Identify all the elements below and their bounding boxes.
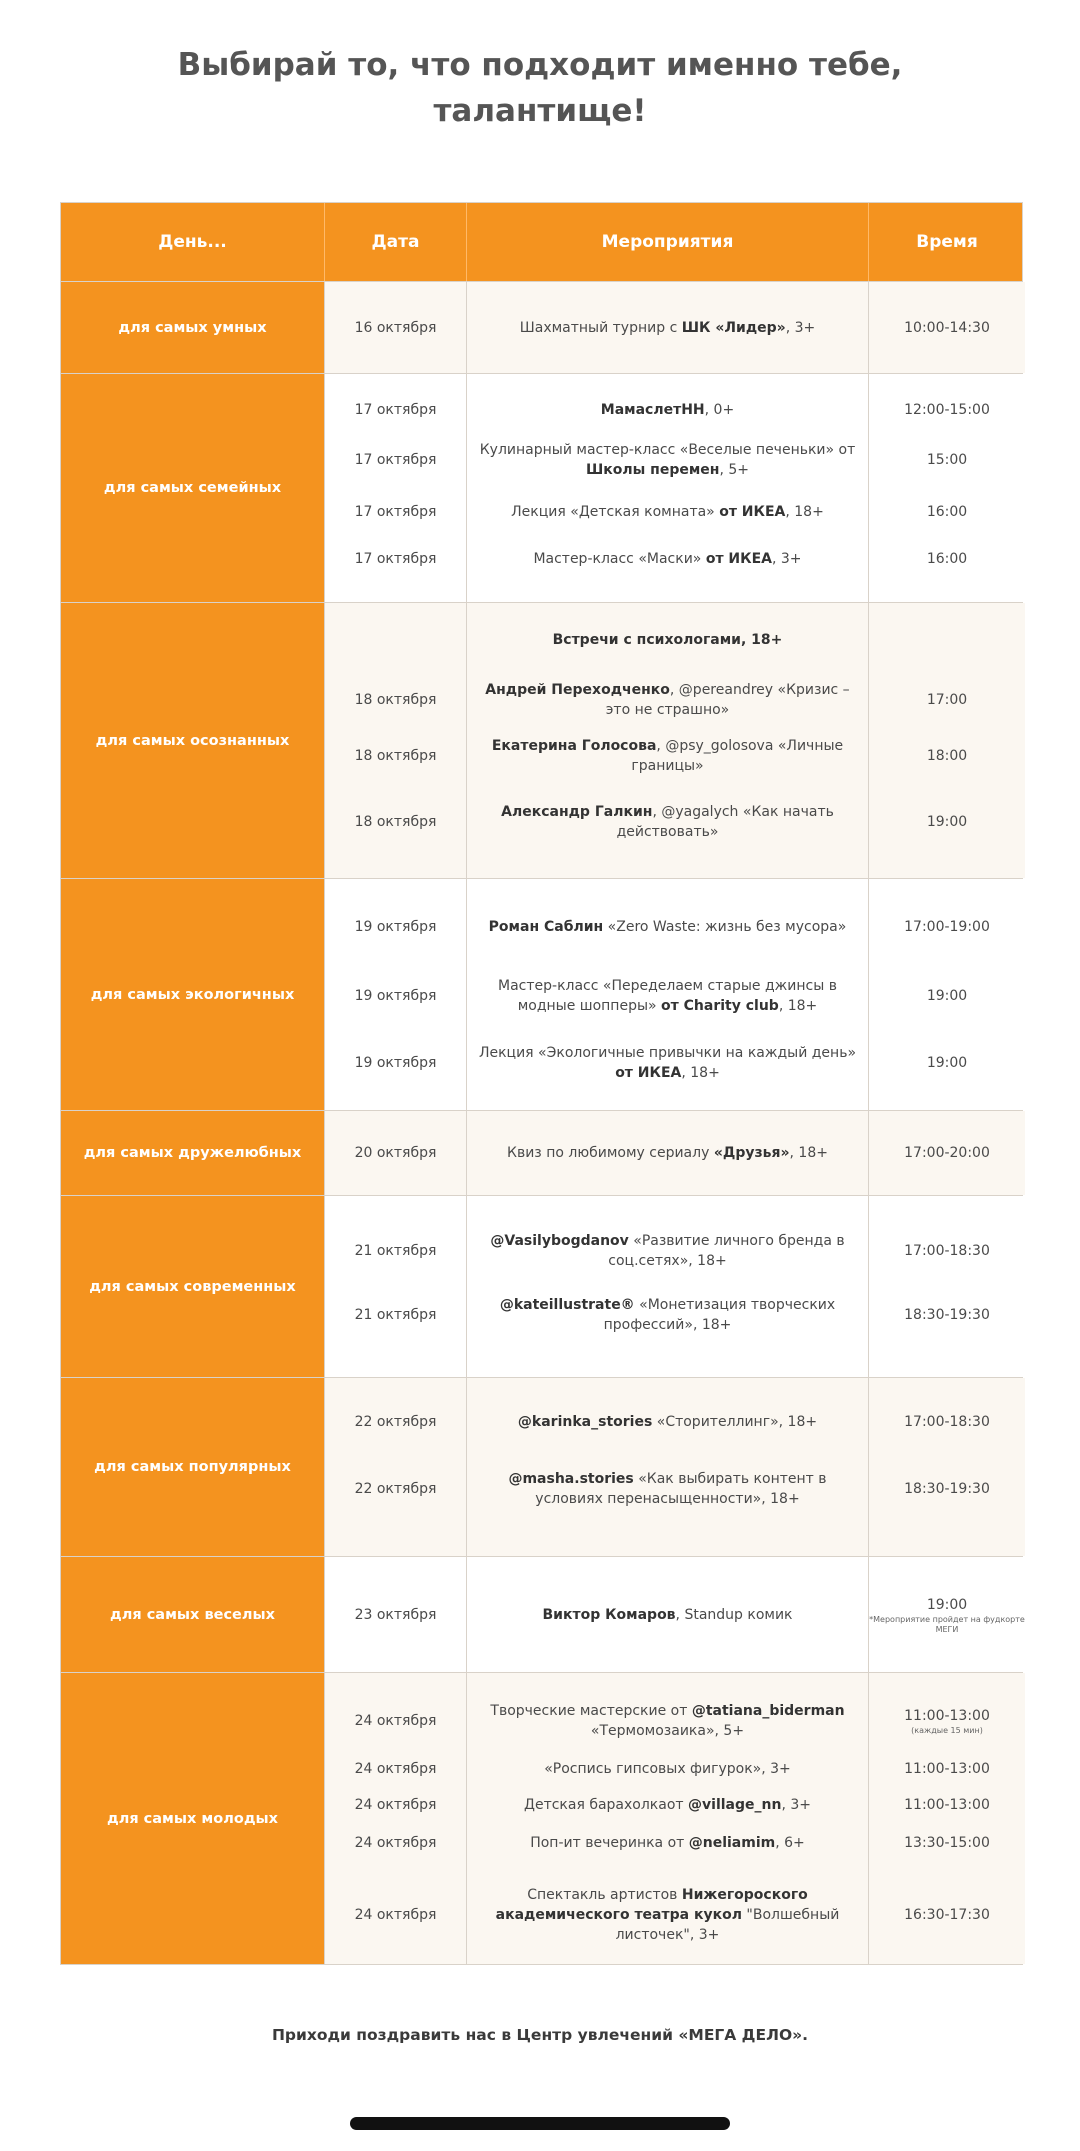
event-time-value: 19:00: [926, 1597, 968, 1613]
schedule-section: [61, 1195, 1022, 1377]
time-column: [868, 603, 1025, 878]
event-text: [477, 1885, 858, 1945]
event-description: [467, 1878, 868, 1952]
event-text: [544, 1759, 791, 1779]
event-text-bold: @masha.stories: [508, 1471, 634, 1487]
time-column: [868, 1673, 1025, 1964]
event-time-wrap: [904, 400, 990, 420]
category-cell: для самых семейных: [61, 374, 324, 602]
event-time: [869, 730, 1025, 782]
event-time-wrap: [927, 549, 967, 569]
event-time: [869, 1878, 1025, 1952]
event-time-value: 11:00-13:00: [904, 1761, 990, 1777]
event-text: [533, 549, 801, 569]
category-cell: для самых экологичных: [61, 879, 324, 1110]
event-text-bold: @Vasilybogdanov: [490, 1233, 629, 1249]
event-description: [467, 1828, 868, 1858]
event-time-wrap: [904, 1241, 990, 1261]
category-cell: для самых дружелюбных: [61, 1111, 324, 1195]
event-description: [467, 901, 868, 953]
event-time-wrap: [869, 1595, 1025, 1635]
event-text-pre: Лекция «Экологичные привычки на каждый день»: [478, 1045, 857, 1061]
event-time: [869, 1790, 1025, 1820]
event-text-bold: Андрей Переходченко: [485, 682, 670, 698]
event-time: [869, 796, 1025, 848]
event-text-post: , 3+: [781, 1797, 811, 1813]
event-date: 17 октября: [354, 504, 437, 520]
event-time: [869, 395, 1025, 425]
events-column: [466, 1557, 868, 1672]
event-date: 17 октября: [354, 402, 437, 418]
event-text-bold: Екатерина Голосова: [491, 738, 657, 754]
event-time: [869, 433, 1025, 487]
event-text-pre: Квиз по любимому сериалу: [507, 1145, 714, 1161]
event-time: [869, 1133, 1025, 1173]
event-time-value: 17:00: [926, 692, 968, 708]
event-date: 24 октября: [354, 1797, 437, 1813]
event-description: [467, 395, 868, 425]
event-text: [477, 736, 858, 776]
event-text-post: , 18+: [785, 504, 824, 520]
event-date: 19 октября: [354, 1055, 437, 1071]
event-time-value: 19:00: [926, 814, 968, 830]
event-text: [477, 680, 858, 720]
table-header: [61, 203, 1022, 281]
event-description: [467, 1287, 868, 1343]
event-time: [869, 1287, 1025, 1343]
event-text-post: , @pereandrey «Кризис – это не страшно»: [605, 682, 850, 718]
event-time: [869, 308, 1025, 348]
event-text-post: «Как выбирать контент в условиях перенасыщенности», 18+: [535, 1471, 827, 1507]
event-text-pre: Шахматный турнир с: [519, 320, 682, 336]
event-time-value: 11:00-13:00: [904, 1708, 990, 1724]
event-time-value: 18:30-19:30: [904, 1481, 990, 1497]
events-column: [466, 374, 868, 602]
date-column: [324, 603, 466, 878]
event-description: [467, 1449, 868, 1529]
event-time-value: 17:00-18:30: [904, 1243, 990, 1259]
schedule-section: [61, 1377, 1022, 1556]
event-time: [869, 1449, 1025, 1529]
event-time-value: 17:00-18:30: [904, 1414, 990, 1430]
event-time-wrap: [927, 690, 967, 710]
time-column: [868, 374, 1025, 602]
event-date: 24 октября: [354, 1835, 437, 1851]
event-text-post: , 5+: [719, 462, 750, 478]
events-column: [466, 879, 868, 1110]
event-time-note: (каждые 15 мин): [911, 1726, 983, 1735]
event-description: [467, 433, 868, 487]
event-time-value: 11:00-13:00: [904, 1797, 990, 1813]
event-description: [467, 1580, 868, 1650]
header-day: День...: [61, 203, 325, 281]
event-time-value: 16:00: [926, 504, 968, 520]
event-text: [524, 1795, 811, 1815]
event-date: 24 октября: [354, 1713, 437, 1729]
event-text-pre: Творческие мастерские от: [490, 1703, 692, 1719]
events-column: [466, 1378, 868, 1556]
event-time-value: 16:30-17:30: [904, 1907, 990, 1923]
event-text: [477, 1043, 858, 1083]
event-text-bold: МамаслетНН: [600, 402, 705, 418]
event-text: [518, 1412, 817, 1432]
event-time-wrap: [904, 1479, 990, 1499]
event-text-post: , 3+: [785, 320, 816, 336]
schedule-section: [61, 602, 1022, 878]
event-time-value: 18:30-19:30: [904, 1307, 990, 1323]
event-text-bold: от Charity club: [661, 998, 779, 1014]
event-text-post: «Развитие личного бренда в соц.сетях», 18+: [608, 1233, 845, 1269]
category-cell: для самых осознанных: [61, 603, 324, 878]
event-time-wrap: [927, 812, 967, 832]
event-text-bold: @kateillustrate®: [499, 1297, 635, 1313]
event-description: [467, 544, 868, 574]
event-text: [477, 1469, 858, 1509]
event-time: [869, 544, 1025, 574]
category-cell: для самых веселых: [61, 1557, 324, 1672]
event-description: [467, 1402, 868, 1442]
event-time-value: 19:00: [926, 1055, 968, 1071]
event-date: 24 октября: [354, 1907, 437, 1923]
event-time-wrap: [904, 318, 990, 338]
event-text-pre: Мастер-класс «Переделаем старые джинсы в модные шопперы»: [498, 978, 837, 1014]
date-column: [324, 282, 466, 373]
event-text-bold: Роман Саблин: [488, 919, 604, 935]
event-time: [869, 959, 1025, 1033]
event-time-value: 19:00: [926, 988, 968, 1004]
event-description: [467, 1223, 868, 1279]
event-date: 20 октября: [354, 1145, 437, 1161]
time-column: [868, 1557, 1025, 1672]
event-description: [467, 1037, 868, 1089]
schedule-section: [61, 1556, 1025, 1672]
date-column: [324, 879, 466, 1110]
event-text-post: «Zero Waste: жизнь без мусора»: [603, 919, 847, 935]
event-text-post: , 18+: [789, 1145, 828, 1161]
schedule-section: [61, 1110, 1022, 1195]
event-text-bold: @tatiana_biderman: [691, 1703, 845, 1719]
event-date: 18 октября: [354, 748, 437, 764]
events-column: [466, 282, 868, 373]
event-text-post: , 0+: [704, 402, 735, 418]
event-time: [869, 1037, 1025, 1089]
event-time-wrap: [927, 450, 967, 470]
title-line-1: Выбирай то, что подходит именно тебе,: [177, 47, 903, 83]
date-column: [324, 1673, 466, 1964]
event-time-wrap: [927, 502, 967, 522]
event-time: [869, 1694, 1025, 1748]
time-column: [868, 1196, 1025, 1377]
time-column: [868, 879, 1025, 1110]
event-time-value: 12:00-15:00: [904, 402, 990, 418]
events-group-title: [467, 625, 868, 655]
title-line-2: талантище!: [433, 93, 647, 129]
event-time-wrap: [904, 1706, 990, 1736]
event-description: [467, 796, 868, 848]
event-text-post: "Волшебный листочек", 3+: [615, 1907, 840, 1943]
event-text-post: , Standup комик: [675, 1607, 793, 1623]
event-description: [467, 1694, 868, 1748]
date-column: [324, 1378, 466, 1556]
event-text-bold: @neliamim: [688, 1835, 776, 1851]
event-text-pre: Поп-ит вечеринка от: [530, 1835, 689, 1851]
event-time-value: 17:00-20:00: [904, 1145, 990, 1161]
event-text-post: , 3+: [772, 551, 802, 567]
events-column: [466, 1111, 868, 1195]
time-column: [868, 1111, 1025, 1195]
schedule-section: [61, 878, 1022, 1110]
event-time-value: 18:00: [926, 748, 968, 764]
date-column: [324, 1111, 466, 1195]
footer-note: Приходи поздравить нас в Центр увлечений «МЕГА ДЕЛО».: [271, 2026, 809, 2044]
schedule-table: [60, 202, 1023, 1965]
event-text: [601, 400, 734, 420]
event-text-post: , @psy_golosova «Личные границы»: [631, 738, 844, 774]
event-time-wrap: [927, 746, 967, 766]
event-time-value: 10:00-14:30: [904, 320, 990, 336]
events-column: [466, 603, 868, 878]
event-time-value: 17:00-19:00: [904, 919, 990, 935]
category-cell: для самых молодых: [61, 1673, 324, 1964]
event-time-wrap: [904, 1143, 990, 1163]
event-time-wrap: [904, 1833, 990, 1853]
header-events: Мероприятия: [467, 203, 869, 281]
event-text-bold: Виктор Комаров: [542, 1607, 676, 1623]
event-text-post: , 18+: [681, 1065, 720, 1081]
event-time-wrap: [927, 986, 967, 1006]
category-cell: для самых умных: [61, 282, 324, 373]
event-time-wrap: [904, 1759, 990, 1779]
event-date: 18 октября: [354, 692, 437, 708]
event-text: [520, 318, 815, 338]
event-text: [542, 1605, 792, 1625]
event-text-pre: Спектакль артистов: [527, 1887, 682, 1903]
event-date: 21 октября: [354, 1243, 437, 1259]
header-time: Время: [916, 232, 978, 252]
event-text: [477, 976, 858, 1016]
event-time-value: 15:00: [926, 452, 968, 468]
event-text: [530, 1833, 805, 1853]
event-description: [467, 1133, 868, 1173]
event-date: 19 октября: [354, 919, 437, 935]
events-column: [466, 1196, 868, 1377]
event-text-post: , @yagalych «Как начать действовать»: [616, 804, 834, 840]
event-description: [467, 1754, 868, 1784]
event-date: 23 октября: [354, 1607, 437, 1623]
event-date: 22 октября: [354, 1414, 437, 1430]
event-time: [869, 901, 1025, 953]
event-text: [477, 1295, 858, 1335]
event-description: [467, 497, 868, 527]
event-text-post: «Термомозаика», 5+: [590, 1723, 745, 1739]
event-text: [511, 502, 824, 522]
event-text: [489, 917, 847, 937]
header-date: Дата: [325, 203, 467, 281]
event-description: [467, 959, 868, 1033]
date-column: [324, 374, 466, 602]
events-group-title-text: Встречи с психологами, 18+: [552, 632, 783, 648]
date-column: [324, 1196, 466, 1377]
event-text-bold: Александр Галкин: [501, 804, 653, 820]
event-text-bold: «Друзья»: [713, 1145, 790, 1161]
event-time-wrap: [904, 1412, 990, 1432]
schedule-section: [61, 281, 1022, 373]
event-time-note: *Мероприятие пройдет на фудкорте МЕГИ: [869, 1615, 1025, 1634]
event-text-post: «Монетизация творческих профессий», 18+: [603, 1297, 836, 1333]
event-date: 17 октября: [354, 551, 437, 567]
event-text-post: , 18+: [778, 998, 818, 1014]
event-text-bold: @karinka_stories: [517, 1414, 653, 1430]
event-date: 16 октября: [354, 320, 437, 336]
event-text-bold: Школы перемен: [585, 462, 720, 478]
event-date: 19 октября: [354, 988, 437, 1004]
event-text: [477, 802, 858, 842]
event-text: [477, 1701, 858, 1741]
event-time: [869, 497, 1025, 527]
event-text-bold: от ИКЕА: [615, 1065, 682, 1081]
event-time: [869, 1223, 1025, 1279]
category-cell: для самых популярных: [61, 1378, 324, 1556]
event-time: [869, 1828, 1025, 1858]
event-text: [507, 1143, 828, 1163]
event-text-pre: Мастер-класс «Маски»: [533, 551, 706, 567]
event-time: [869, 1402, 1025, 1442]
event-text-pre: Детская барахолкаот: [524, 1797, 689, 1813]
event-time: [869, 674, 1025, 726]
event-time-wrap: [904, 917, 990, 937]
event-text-pre: «Роспись гипсовых фигурок», 3+: [544, 1761, 791, 1777]
event-text: [477, 1231, 858, 1271]
event-text-bold: от ИКЕА: [719, 504, 786, 520]
event-date: 24 октября: [354, 1761, 437, 1777]
event-time-wrap: [904, 1905, 990, 1925]
page-title: [0, 42, 1080, 134]
event-description: [467, 1790, 868, 1820]
event-description: [467, 674, 868, 726]
event-text-bold: от ИКЕА: [705, 551, 772, 567]
schedule-section: [61, 373, 1022, 602]
event-time-value: 13:30-15:00: [904, 1835, 990, 1851]
date-column: [324, 1557, 466, 1672]
event-text-bold: @village_nn: [688, 1797, 782, 1813]
events-column: [466, 1673, 868, 1964]
event-description: [467, 308, 868, 348]
event-description: [467, 730, 868, 782]
time-column: [868, 282, 1025, 373]
schedule-section: [61, 1672, 1022, 1964]
table-body: [61, 281, 1025, 1964]
event-time: [869, 1580, 1025, 1650]
event-text: [477, 440, 858, 480]
event-time-wrap: [904, 1795, 990, 1815]
event-date: 18 октября: [354, 814, 437, 830]
event-time: [869, 1754, 1025, 1784]
event-time-wrap: [904, 1305, 990, 1325]
event-time-wrap: [927, 1053, 967, 1073]
event-text-bold: ШК «Лидер»: [681, 320, 786, 336]
event-time-value: 16:00: [926, 551, 968, 567]
category-cell: для самых современных: [61, 1196, 324, 1377]
event-text-bold: Нижегороского академического театра кукол: [495, 1887, 808, 1923]
event-date: 22 октября: [354, 1481, 437, 1497]
home-indicator[interactable]: [350, 2117, 730, 2130]
time-column: [868, 1378, 1025, 1556]
event-text-post: «Сторителлинг», 18+: [652, 1414, 818, 1430]
event-text-pre: Лекция «Детская комната»: [511, 504, 720, 520]
event-date: 17 октября: [354, 452, 437, 468]
event-date: 21 октября: [354, 1307, 437, 1323]
event-text-pre: Кулинарный мастер-класс «Веселые печеньки» от: [479, 442, 856, 458]
event-text-post: , 6+: [775, 1835, 805, 1851]
